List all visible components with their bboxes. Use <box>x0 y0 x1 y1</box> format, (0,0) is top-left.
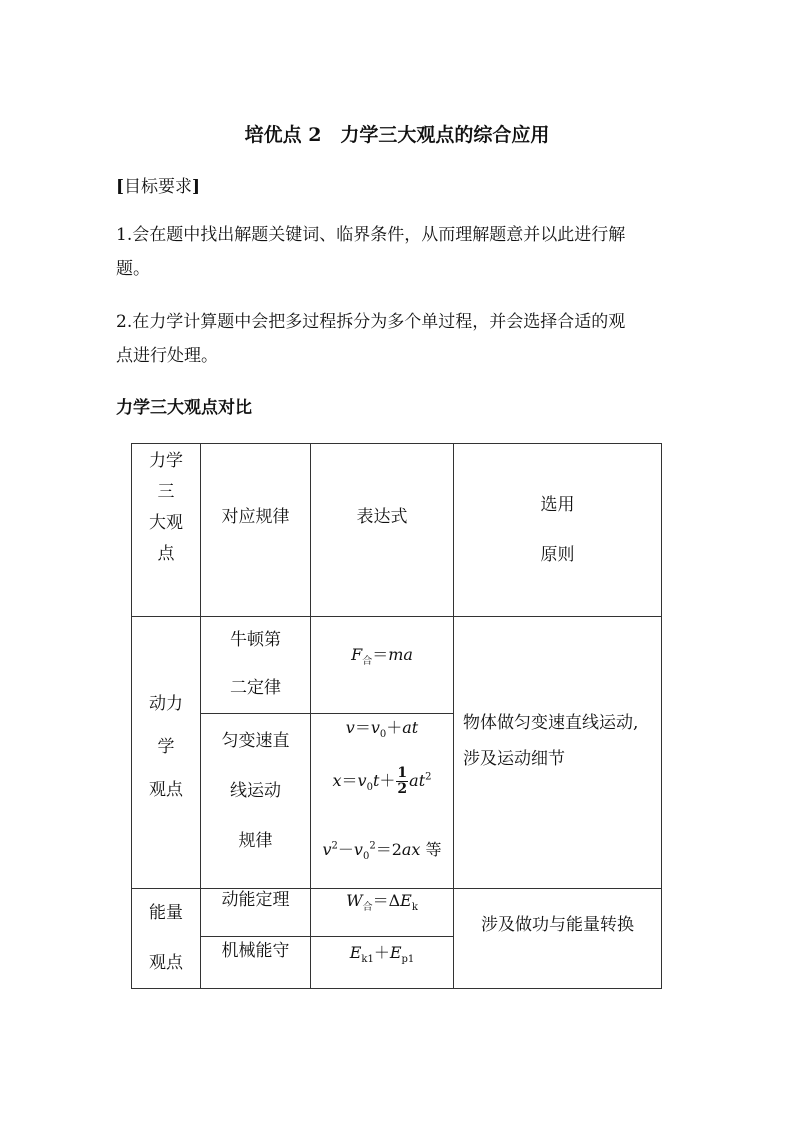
dynamics-principle: 物体做匀变速直线运动, 涉及运动细节 <box>463 713 639 769</box>
law-newton-second: 牛顿第 二定律 <box>230 630 281 698</box>
header-law: 对应规律 <box>221 507 290 527</box>
dynamics-viewpoint: 动力 学 观点 <box>149 694 183 800</box>
table-line-dyn-mid <box>200 713 453 714</box>
energy-viewpoint: 能量 观点 <box>149 903 183 973</box>
eq-velocity-squared: $v^2-v_0^2=2ax$ 等 <box>322 840 442 863</box>
law-kinetic-energy-theorem: 动能定理 <box>221 890 290 910</box>
goal-2-line-1: 2.在力学计算题中会把多过程拆分为多个单过程，并会选择合适的观 <box>116 312 626 332</box>
law-mechanical-energy: 机械能守 <box>221 941 290 961</box>
goal-item-1 <box>116 218 696 286</box>
eq-displacement: $x=v_0t+$ $\frac{1}{2}$ $at^2$ <box>332 765 432 798</box>
eq-velocity: $v=v_0+at$ <box>345 718 419 741</box>
header-expression: 表达式 <box>356 507 408 527</box>
table-line-energy-mid <box>200 936 453 937</box>
goal-1-line-2: 题。 <box>116 259 150 279</box>
section-heading: 力学三大观点对比 <box>116 398 252 418</box>
page-title: 培优点 2 力学三大观点的综合应用 <box>244 124 550 146</box>
energy-principle: 涉及做功与能量转换 <box>481 915 634 935</box>
table-border-top <box>131 443 662 444</box>
table-border-bottom <box>131 988 662 989</box>
eq-work-energy: $W_合=\Delta E_k$ <box>346 891 418 914</box>
header-principle: 选用 原则 <box>540 495 575 565</box>
goal-1-line-1: 1.会在题中找出解题关键词、临界条件，从而理解题意并以此进行解 <box>116 225 626 245</box>
goal-item-2 <box>116 305 696 373</box>
eq-newton: $F_合=ma$ <box>351 645 413 668</box>
header-viewpoint: 力学 三 大观 点 <box>149 451 183 564</box>
goal-2-line-2: 点进行处理。 <box>116 346 218 366</box>
goals-label: [目标要求] <box>116 177 201 197</box>
eq-mechanical-energy: $E_{k1}+E_{p1}$ <box>349 943 415 966</box>
law-uniform-acceleration: 匀变速直 线运动 规律 <box>221 731 290 851</box>
